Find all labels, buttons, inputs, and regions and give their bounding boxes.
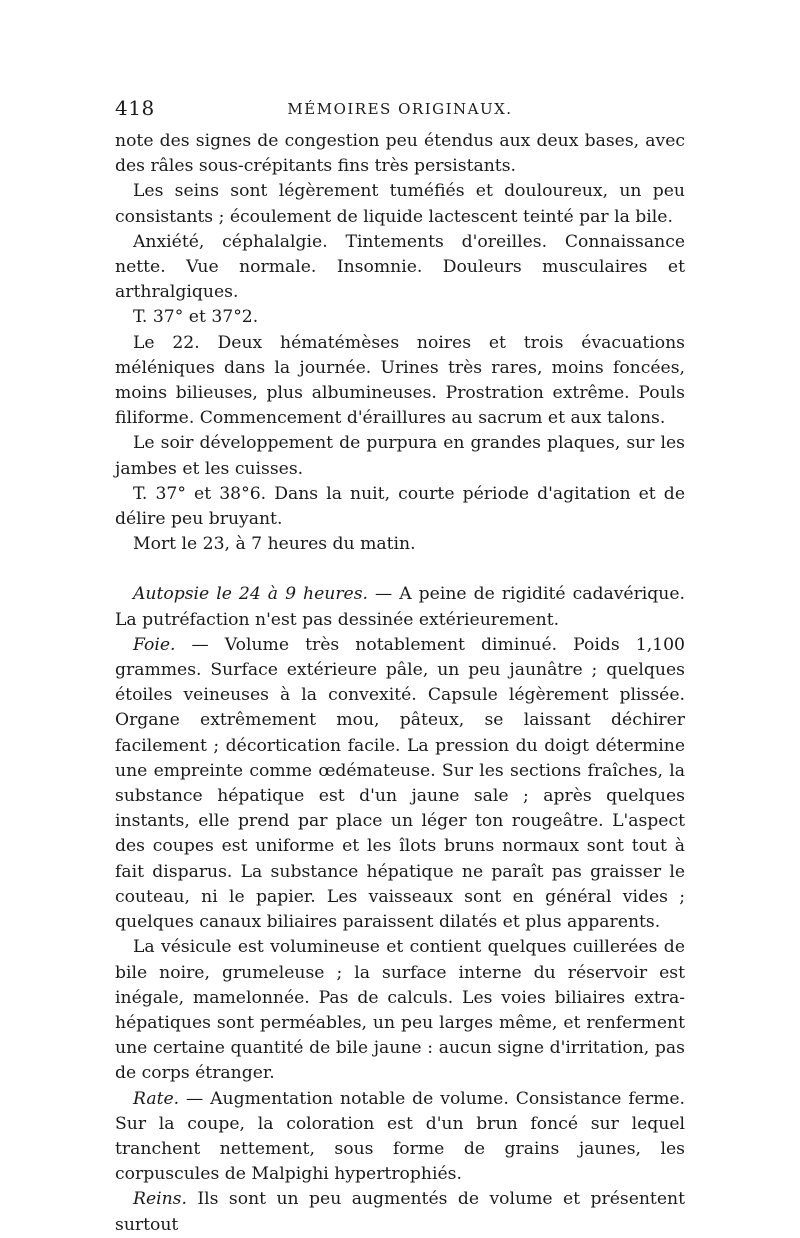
section-lead: Autopsie le 24 à 9 heures. bbox=[133, 584, 369, 605]
paragraph: Les seins sont légèrement tuméfiés et douloureux, un peu consistants ; écoulement de liquide lactescent teinté par la bile. bbox=[115, 181, 685, 227]
paragraph: Le soir développement de purpura en grandes plaques, sur les jambes et les cuisses. bbox=[115, 433, 685, 479]
paragraph: Mort le 23, à 7 heures du matin. bbox=[133, 534, 416, 555]
section-gap bbox=[115, 557, 685, 582]
section-lead: Foie. bbox=[133, 634, 176, 655]
page-number: 418 bbox=[115, 96, 155, 120]
paragraph: note des signes de congestion peu étendus aux deux bases, avec des râles sous-crépitants fins très persistants. bbox=[115, 131, 685, 177]
section-lead: Reins. bbox=[133, 1189, 187, 1210]
paragraph: T. 37° et 38°6. Dans la nuit, courte période d'agitation et de délire peu bruyant. bbox=[115, 483, 685, 530]
running-title: MÉMOIRES ORIGINAUX. bbox=[287, 100, 513, 118]
paragraph: Foie. — Volume très notablement diminué. Poids 1,100 grammes. Surface extérieure pâle, un peu jaunâtre ; quelques étoiles veineuses à la convexité. Capsule légèrement plissée. Organe extrêmement mou, pâteux, se laissant déchirer facilement ; décortication facile. La pression du doigt détermine une empreinte comme œdémateuse. Sur les sections fraîches, la substance hépatique est d'un jaune sale ; après quelques instants, elle prend par place un léger ton rougeâtre. L'aspect des coupes est uniforme et les îlots bruns normaux sont tout à fait disparus. La substance hépatique ne paraît pas graisser le couteau, ni le papier. Les vaisseaux sont en général vides ; quelques canaux biliaires paraissent dilatés et plus apparents. bbox=[115, 634, 685, 933]
paragraph: Le 22. Deux hématémèses noires et trois évacuations méléniques dans la journée. Urines très rares, moins foncées, moins bilieuses, plus albumineuses. Prostration extrême. Pouls filiforme. Commencement d'éraillures au sacrum et aux talons. bbox=[115, 332, 685, 429]
paragraph: T. 37° et 37°2. bbox=[133, 307, 259, 328]
body-text bbox=[115, 129, 685, 1238]
paragraph: Anxiété, céphalalgie. Tintements d'oreilles. Connaissance nette. Vue normale. Insomnie. Douleurs musculaires et arthralgiques. bbox=[115, 231, 685, 303]
paragraph: Autopsie le 24 à 9 heures. — A peine de rigidité cadavérique. La putréfaction n'est pas dessinée extérieurement. bbox=[115, 584, 686, 630]
paragraph: Rate. — Augmentation notable de volume. Consistance ferme. Sur la coupe, la coloration est d'un brun foncé sur lequel tranchent nettement, sous forme de grains jaunes, les corpuscules de Malpighi hypertrophiés. bbox=[115, 1088, 685, 1185]
paragraph: La vésicule est volumineuse et contient quelques cuillerées de bile noire, grumeleuse ; la surface interne du réservoir est inégale, mamelonnée. Pas de calculs. Les voies biliaires extra-hépatiques sont perméables, un peu larges même, et renferment une certaine quantité de bile jaune : aucun signe d'irritation, pas de corps étranger. bbox=[115, 937, 685, 1084]
section-lead: Rate. bbox=[133, 1088, 180, 1109]
paragraph: Reins. Ils sont un peu augmentés de volume et présentent surtout bbox=[115, 1189, 685, 1235]
page-header bbox=[115, 96, 685, 126]
